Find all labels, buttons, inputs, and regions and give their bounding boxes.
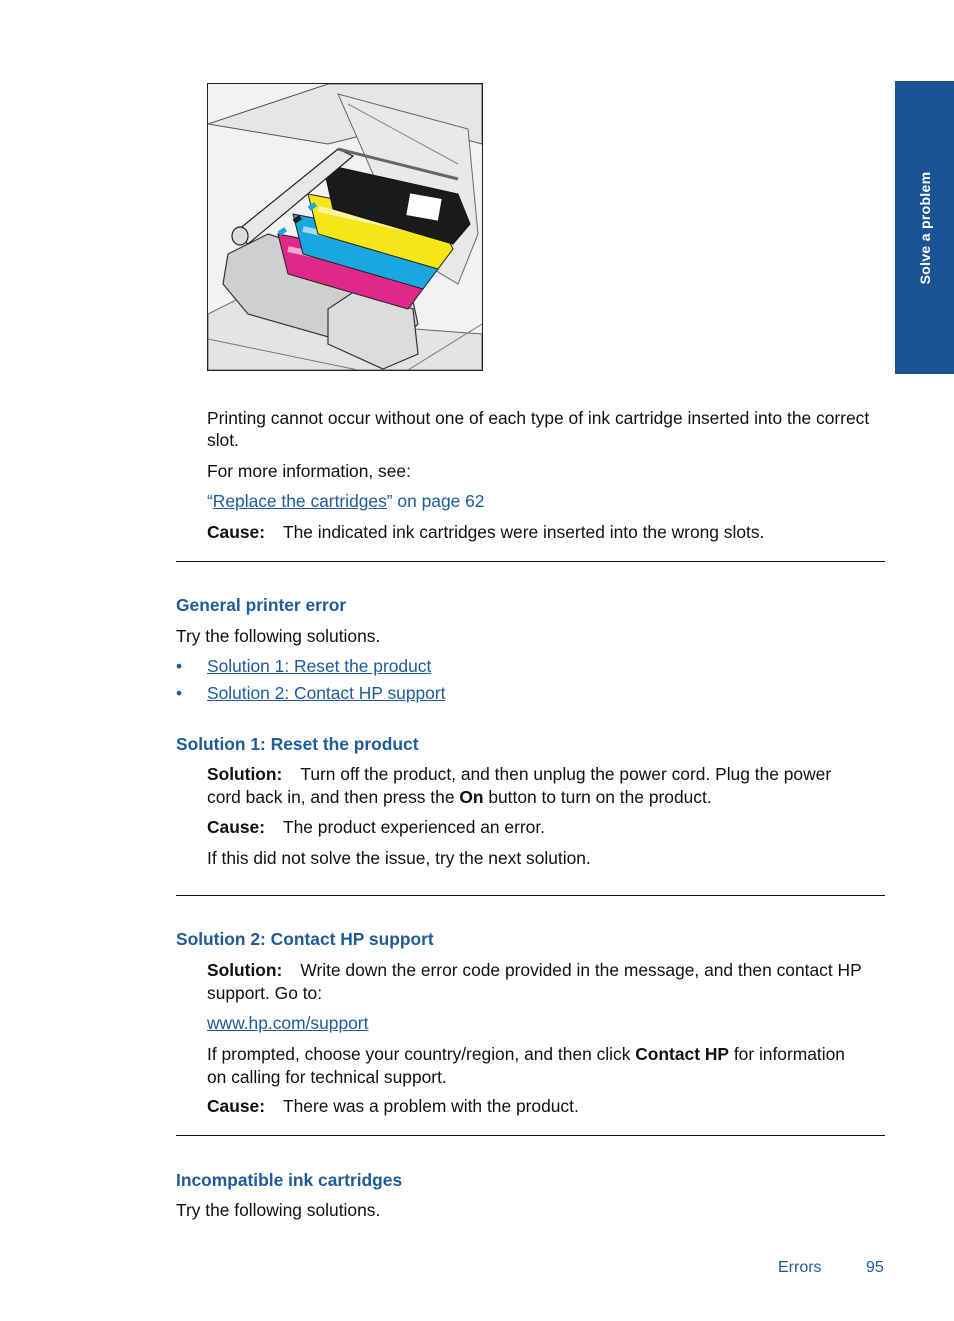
section-divider [176, 1135, 885, 1136]
intro-line-2: slot. [207, 430, 239, 450]
footer-section-name: Errors [778, 1259, 822, 1276]
bullet: • [176, 683, 183, 703]
footer-page-number: 95 [866, 1259, 884, 1276]
cause-text: There was a problem with the product. [283, 1096, 579, 1116]
solution-2-line-2: support. Go to: [207, 983, 323, 1003]
solution-2-prompt-line-2: on calling for technical support. [207, 1067, 447, 1087]
solution-2-text: Write down the error code provided in the message, and then contact HP [300, 960, 862, 980]
incompatible-intro: Try the following solutions. [176, 1200, 381, 1220]
general-error-heading: General printer error [176, 595, 347, 615]
general-error-intro: Try the following solutions. [176, 626, 381, 646]
solution-1-cause [207, 816, 545, 838]
bullet: • [176, 656, 183, 676]
replace-cartridges-link[interactable]: Replace the cartridges [212, 491, 387, 511]
solution-1-text-b: button to turn on the product. [483, 787, 712, 807]
solution-2-heading: Solution 2: Contact HP support [176, 929, 434, 949]
side-tab-label: Solve a problem [916, 171, 933, 284]
solution-2-link[interactable]: Solution 2: Contact HP support [207, 683, 446, 703]
solution-2-line-1 [207, 959, 862, 981]
solution-1-next: If this did not solve the issue, try the next solution. [207, 848, 591, 868]
xref-page-ref: ” on page 62 [386, 491, 485, 511]
xref-open-quote: “ [207, 491, 213, 511]
cause-label: Cause: [207, 1096, 265, 1116]
solution-2-cause [207, 1095, 579, 1117]
prompt-text-b: for information [728, 1044, 845, 1064]
solution-1-link[interactable]: Solution 1: Reset the product [207, 656, 432, 676]
cross-reference [207, 490, 484, 512]
on-button-label: On [459, 787, 484, 807]
cause-label: Cause: [207, 522, 265, 542]
cause-text: The product experienced an error. [283, 817, 545, 837]
solution-1-text: Turn off the product, and then unplug the power cord. Plug the power [300, 764, 832, 784]
cause-label: Cause: [207, 817, 265, 837]
section-divider [176, 895, 885, 896]
cartridge-carriage-illustration [207, 83, 483, 371]
contact-hp-label: Contact HP [635, 1044, 729, 1064]
solution-1-heading: Solution 1: Reset the product [176, 734, 419, 754]
section-divider [176, 561, 885, 562]
solution-1-line-2 [207, 786, 712, 808]
carriage-drawing [208, 84, 482, 370]
more-info-text: For more information, see: [207, 461, 411, 481]
solution-label: Solution: [207, 764, 283, 784]
solution-label: Solution: [207, 960, 283, 980]
prompt-text-a: If prompted, choose your country/region, and then click [207, 1044, 636, 1064]
solution-1-line-1 [207, 763, 831, 785]
intro-line-1: Printing cannot occur without one of each type of ink cartridge inserted into the correct [207, 408, 870, 428]
solution-2-prompt-line-1 [207, 1043, 845, 1065]
cause-text: The indicated ink cartridges were inserted into the wrong slots. [283, 522, 765, 542]
intro-cause [207, 521, 764, 543]
section-side-tab [895, 81, 954, 374]
incompatible-heading: Incompatible ink cartridges [176, 1170, 403, 1190]
solution-1-text-a: cord back in, and then press the [207, 787, 460, 807]
hp-support-url-link[interactable]: www.hp.com/support [207, 1013, 369, 1033]
